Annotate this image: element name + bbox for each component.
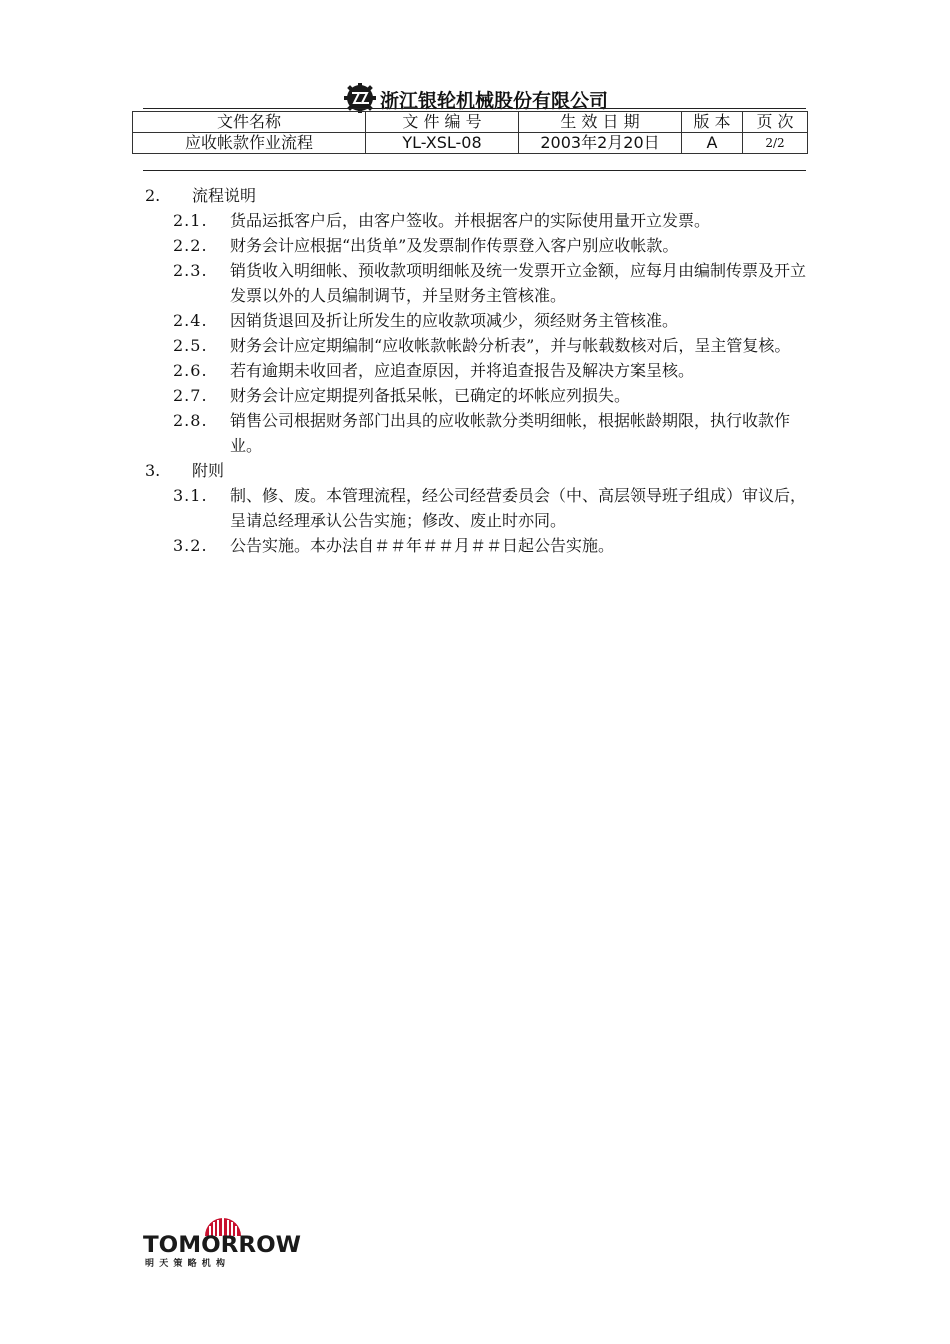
list-item xyxy=(145,358,810,383)
list-item xyxy=(145,233,810,258)
list-item xyxy=(145,208,810,233)
item-number: 2.8. xyxy=(173,411,208,430)
meta-value-row xyxy=(133,133,808,154)
section-title: 流程说明 xyxy=(192,186,257,205)
meta-doc-name: 应收帐款作业流程 xyxy=(133,133,366,154)
meta-header-code: 文 件 编 号 xyxy=(366,112,519,133)
section-heading-appendix xyxy=(145,458,810,483)
list-item xyxy=(145,383,810,408)
list-item xyxy=(145,533,810,558)
item-text: 公告实施。本办法自＃＃年＃＃月＃＃日起公告实施。 xyxy=(230,536,615,555)
item-number: 2.7. xyxy=(173,386,208,405)
meta-page: 2/2 xyxy=(743,133,808,154)
meta-header-version: 版 本 xyxy=(682,112,743,133)
item-text: 若有逾期未收回者，应追查原因，并将追查报告及解决方案呈核。 xyxy=(230,361,695,380)
logo-subtitle: 明天策略机构 xyxy=(145,1259,225,1269)
item-text: 销售公司根据财务部门出具的应收帐款分类明细帐，根据帐龄期限，执行收款作业。 xyxy=(230,411,791,455)
document-body xyxy=(145,183,810,558)
section-number: 3. xyxy=(145,461,161,480)
item-text: 销货收入明细帐、预收款项明细帐及统一发票开立金额，应每月由编制传票及开立发票以外的人员编制调节，并呈财务主管核准。 xyxy=(230,261,807,305)
list-item xyxy=(145,408,810,458)
item-number: 2.4. xyxy=(173,311,208,330)
item-number: 2.5. xyxy=(173,336,208,355)
item-number: 2.1. xyxy=(173,211,208,230)
section-number: 2. xyxy=(145,186,161,205)
meta-header-date: 生 效 日 期 xyxy=(519,112,682,133)
item-text: 财务会计应根据“出货单”及发票制作传票登入客户别应收帐款。 xyxy=(230,236,679,255)
tomorrow-logo xyxy=(143,1212,303,1272)
item-text: 货品运抵客户后，由客户签收。并根据客户的实际使用量开立发票。 xyxy=(230,211,711,230)
header-bottom-rule xyxy=(143,170,806,171)
item-text: 财务会计应定期编制“应收帐款帐龄分析表”，并与帐载数核对后，呈主管复核。 xyxy=(230,336,791,355)
section-title: 附则 xyxy=(192,461,225,480)
item-text: 因销货退回及折让所发生的应收款项减少，须经财务主管核准。 xyxy=(230,311,679,330)
header-top-rule xyxy=(143,108,806,109)
item-number: 2.3. xyxy=(173,261,208,280)
document-meta-table xyxy=(132,111,808,154)
meta-header-row xyxy=(133,112,808,133)
item-text: 制、修、废。本管理流程，经公司经营委员会（中、高层领导班子组成）审议后，呈请总经理承认公告实施；修改、废止时亦同。 xyxy=(230,486,807,530)
section-heading-process xyxy=(145,183,810,208)
list-item xyxy=(145,483,810,533)
item-number: 3.2. xyxy=(173,536,208,555)
list-item xyxy=(145,308,810,333)
meta-effective-date: 2003年2月20日 xyxy=(519,133,682,154)
meta-header-name: 文件名称 xyxy=(133,112,366,133)
logo-wordmark: TOMORROW xyxy=(143,1233,301,1258)
item-number: 2.2. xyxy=(173,236,208,255)
item-number: 2.6. xyxy=(173,361,208,380)
list-item xyxy=(145,258,810,308)
item-text: 财务会计应定期提列备抵呆帐，已确定的坏帐应列损失。 xyxy=(230,386,631,405)
meta-version: A xyxy=(682,133,743,154)
company-name: 浙江银轮机械股份有限公司 xyxy=(379,90,608,112)
list-item xyxy=(145,333,810,358)
meta-doc-code: YL-XSL-08 xyxy=(366,133,519,154)
meta-header-page: 页 次 xyxy=(743,112,808,133)
item-number: 3.1. xyxy=(173,486,208,505)
